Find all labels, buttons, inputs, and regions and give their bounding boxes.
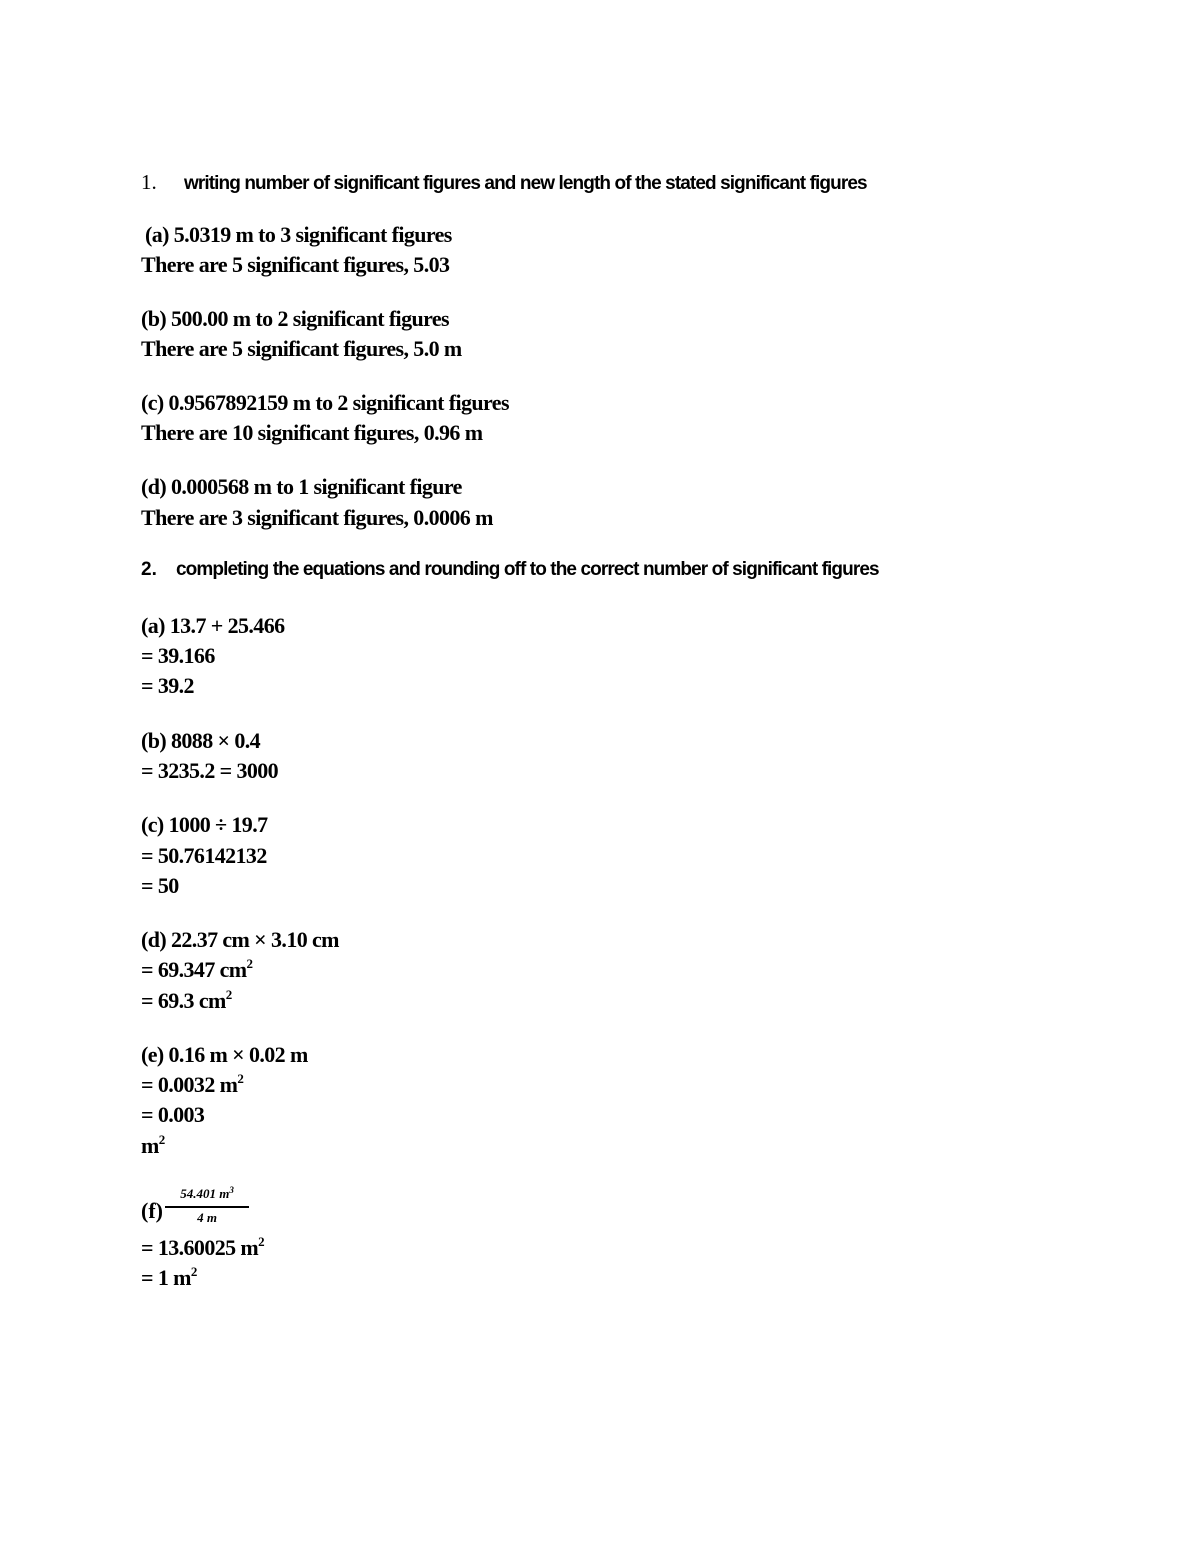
equation-2c-step2: = 50: [141, 873, 179, 898]
answer-1c: There are 10 significant figures, 0.96 m: [141, 420, 483, 445]
question-1d: (d) 0.000568 m to 1 significant figure: [141, 474, 462, 499]
equation-2a-step1: = 39.166: [141, 643, 215, 668]
answer-1a: There are 5 significant figures, 5.03: [141, 252, 450, 277]
fraction-numerator: 54.401 $m^3$: [180, 1185, 234, 1201]
equation-2b: (b) 8088 × 0.4: [141, 728, 261, 753]
equation-2d-step1: = 69.347 $cm^2$: [141, 956, 253, 982]
equation-2a: (a) 13.7 + 25.466: [141, 613, 285, 638]
equation-2f-step1: = 13.60025 $m^2$: [141, 1234, 265, 1260]
answer-1b: There are 5 significant figures, 5.0 m: [141, 336, 462, 361]
equation-2f-step2: = 1 $m^2$: [141, 1264, 197, 1290]
section-1-heading: [141, 170, 867, 196]
equation-2e: (e) 0.16 m × 0.02 m: [141, 1042, 308, 1067]
equation-2e-step2: = 0.003: [141, 1102, 205, 1127]
equation-2f-label: (f): [141, 1198, 163, 1223]
section-1-number: 1.: [141, 170, 157, 194]
section-2-heading: [141, 558, 879, 582]
equation-2d-step2: = 69.3 $cm^2$: [141, 987, 232, 1013]
section-2-number: 2.: [141, 559, 157, 580]
equation-2e-step1: = 0.0032 $m^2$: [141, 1071, 244, 1097]
answer-1d: There are 3 significant figures, 0.0006 m: [141, 505, 493, 530]
section-1-title: writing number of significant figures and new length of the stated significant figures: [184, 173, 867, 194]
fraction-bar: [165, 1206, 249, 1208]
equation-2a-step2: = 39.2: [141, 673, 194, 698]
equation-2b-step1: = 3235.2 = 3000: [141, 758, 279, 783]
equation-2d: (d) 22.37 cm × 3.10 cm: [141, 927, 339, 952]
fraction: [165, 1186, 249, 1226]
equation-2c: (c) 1000 ÷ 19.7: [141, 812, 268, 837]
section-2-title: completing the equations and rounding off to the correct number of significant figures: [176, 559, 879, 580]
question-1a: (a) 5.0319 m to 3 significant figures: [145, 222, 452, 247]
equation-2e-step3: $m^2$: [141, 1132, 165, 1158]
question-1c: (c) 0.9567892159 m to 2 significant figures: [141, 390, 509, 415]
question-1b: (b) 500.00 m to 2 significant figures: [141, 306, 449, 331]
equation-2c-step1: = 50.76142132: [141, 843, 267, 868]
fraction-denominator: 4 m: [197, 1209, 217, 1225]
